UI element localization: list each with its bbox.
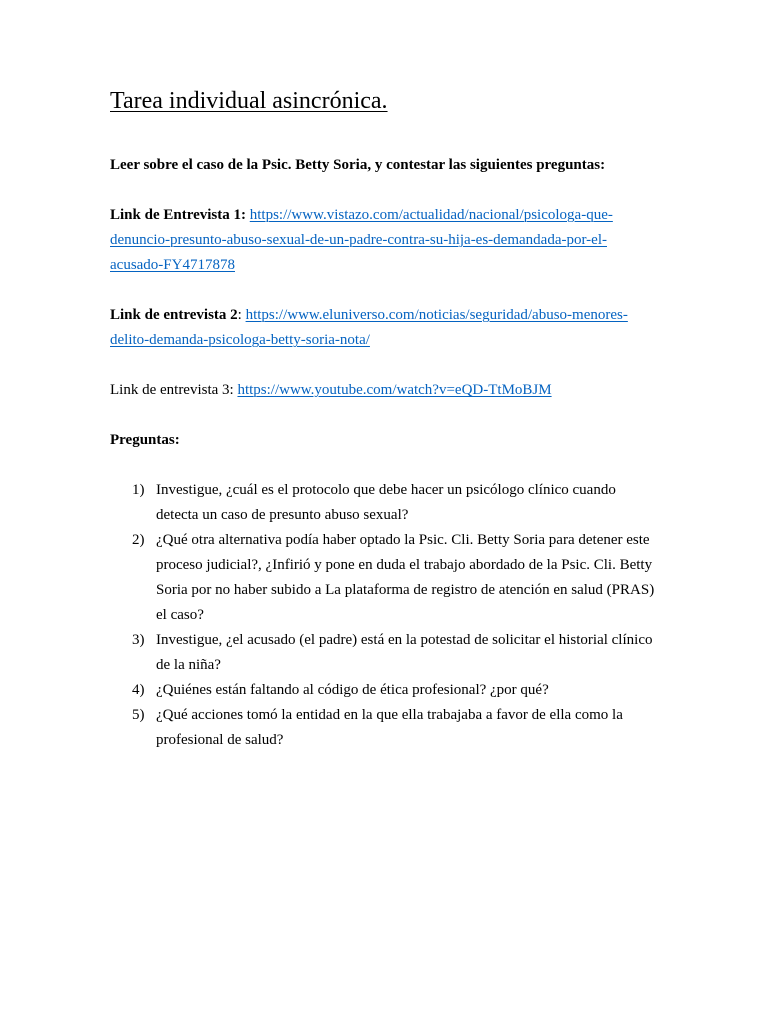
interview-link-2-separator: : [237,307,246,323]
question-text: Investigue, ¿el acusado (el padre) está en la potestad de solicitar el historial clínico de la niña? [156,632,653,673]
interview-link-3-paragraph [110,378,655,403]
interview-link-3-url[interactable]: https://www.youtube.com/watch?v=eQD-TtMoBJM [237,382,552,398]
question-item-2 [110,528,655,628]
question-number: 5) [132,707,145,723]
question-text: ¿Qué otra alternativa podía haber optado la Psic. Cli. Betty Soria para detener este proceso judicial?, ¿Infirió y pone en duda el trabajo abordado de la Psic. Cli. Betty Soria por no haber subido a La plataforma de registro de atención en salud (PRAS) el caso? [156,532,655,623]
interview-link-2-paragraph [110,303,655,353]
question-number: 4) [132,682,145,698]
question-item-1 [110,478,655,528]
question-text: Investigue, ¿cuál es el protocolo que debe hacer un psicólogo clínico cuando detecta un caso de presunto abuso sexual? [156,482,616,523]
interview-link-1-label: Link de Entrevista 1: [110,207,246,223]
interview-link-2-url[interactable]: https://www.eluniverso.com/noticias/seguridad/abuso-menores-delito-demanda-psicologa-betty-soria-nota/ [110,307,628,348]
document-page [110,86,655,753]
interview-link-2-label: Link de entrevista 2 [110,307,238,323]
interview-link-1-url[interactable]: https://www.vistazo.com/actualidad/nacional/psicologa-que-denuncio-presunto-abuso-sexual-de-un-padre-contra-su-hija-es-demandada-por-el-acusado-FY4717878 [110,207,613,273]
document-title: Tarea individual asincrónica. [110,88,388,114]
interview-link-3-label: Link de entrevista 3: [110,382,234,398]
question-text: ¿Quiénes están faltando al código de ética profesional? ¿por qué? [156,682,549,698]
question-number: 2) [132,532,145,548]
questions-heading: Preguntas: [110,432,180,448]
question-number: 3) [132,632,145,648]
question-item-4 [110,678,655,703]
questions-list [110,478,655,753]
instructions-text: Leer sobre el caso de la Psic. Betty Soria, y contestar las siguientes preguntas: [110,157,606,173]
question-number: 1) [132,482,145,498]
question-item-5 [110,703,655,753]
question-text: ¿Qué acciones tomó la entidad en la que ella trabajaba a favor de ella como la profesional de salud? [156,707,623,748]
question-item-3 [110,628,655,678]
interview-link-1-paragraph [110,203,655,278]
